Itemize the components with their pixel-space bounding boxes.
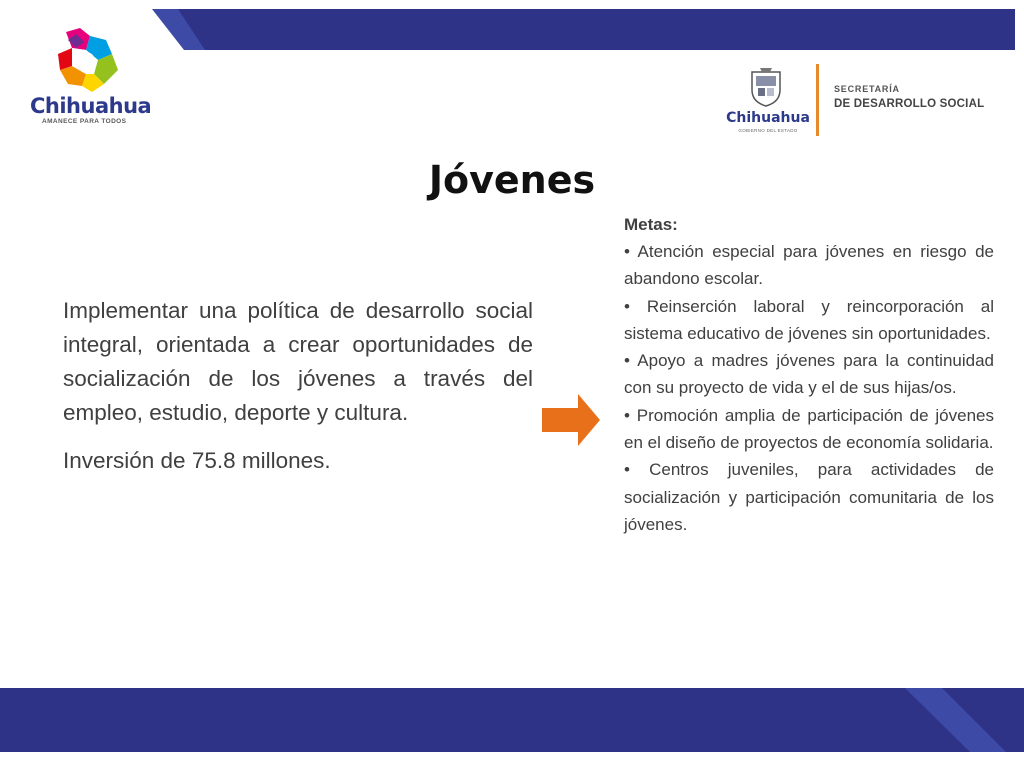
chihuahua-logo <box>28 26 158 132</box>
goals-list <box>624 211 994 538</box>
program-description: Implementar una política de desarrollo social integral, orientada a crear oportunidades de socialización de los jóvenes a través del empleo, estudio, deporte y cultura. <box>63 298 533 425</box>
goal-item: • Atención especial para jóvenes en riesgo de abandono escolar. <box>624 242 994 289</box>
bottom-band <box>0 686 1024 768</box>
logo-left-tagline: AMANECE PARA TODOS <box>42 118 127 125</box>
investment-amount: Inversión de 75.8 millones. <box>63 448 331 473</box>
goals-heading: Metas: <box>624 215 678 234</box>
gov-name: Chihuahua <box>726 110 810 126</box>
goal-item: • Centros juveniles, para actividades de socialización y participación comunitaria de los jóvenes. <box>624 460 994 534</box>
secretariat-line2: DE DESARROLLO SOCIAL <box>834 98 985 110</box>
logo-divider <box>816 64 819 136</box>
logo-left-name: Chihuahua <box>30 94 152 118</box>
chihuahua-map-icon <box>28 26 158 96</box>
secretariat-line1: SECRETARÍA <box>834 84 900 94</box>
right-arrow-icon <box>542 394 600 446</box>
page-title: Jóvenes <box>428 158 596 202</box>
gov-subtitle: GOBIERNO DEL ESTADO <box>738 128 798 133</box>
state-seal-icon <box>748 68 784 108</box>
goal-item: • Promoción amplia de participación de jóvenes en el diseño de proyectos de economía solidaria. <box>624 405 994 453</box>
government-logo <box>726 62 1006 140</box>
goal-item: • Apoyo a madres jóvenes para la continuidad con su proyecto de vida y el de sus hijas/os. <box>624 351 994 398</box>
program-summary <box>63 294 533 478</box>
goal-item: • Reinserción laboral y reincorporación al sistema educativo de jóvenes sin oportunidades. <box>624 296 994 343</box>
